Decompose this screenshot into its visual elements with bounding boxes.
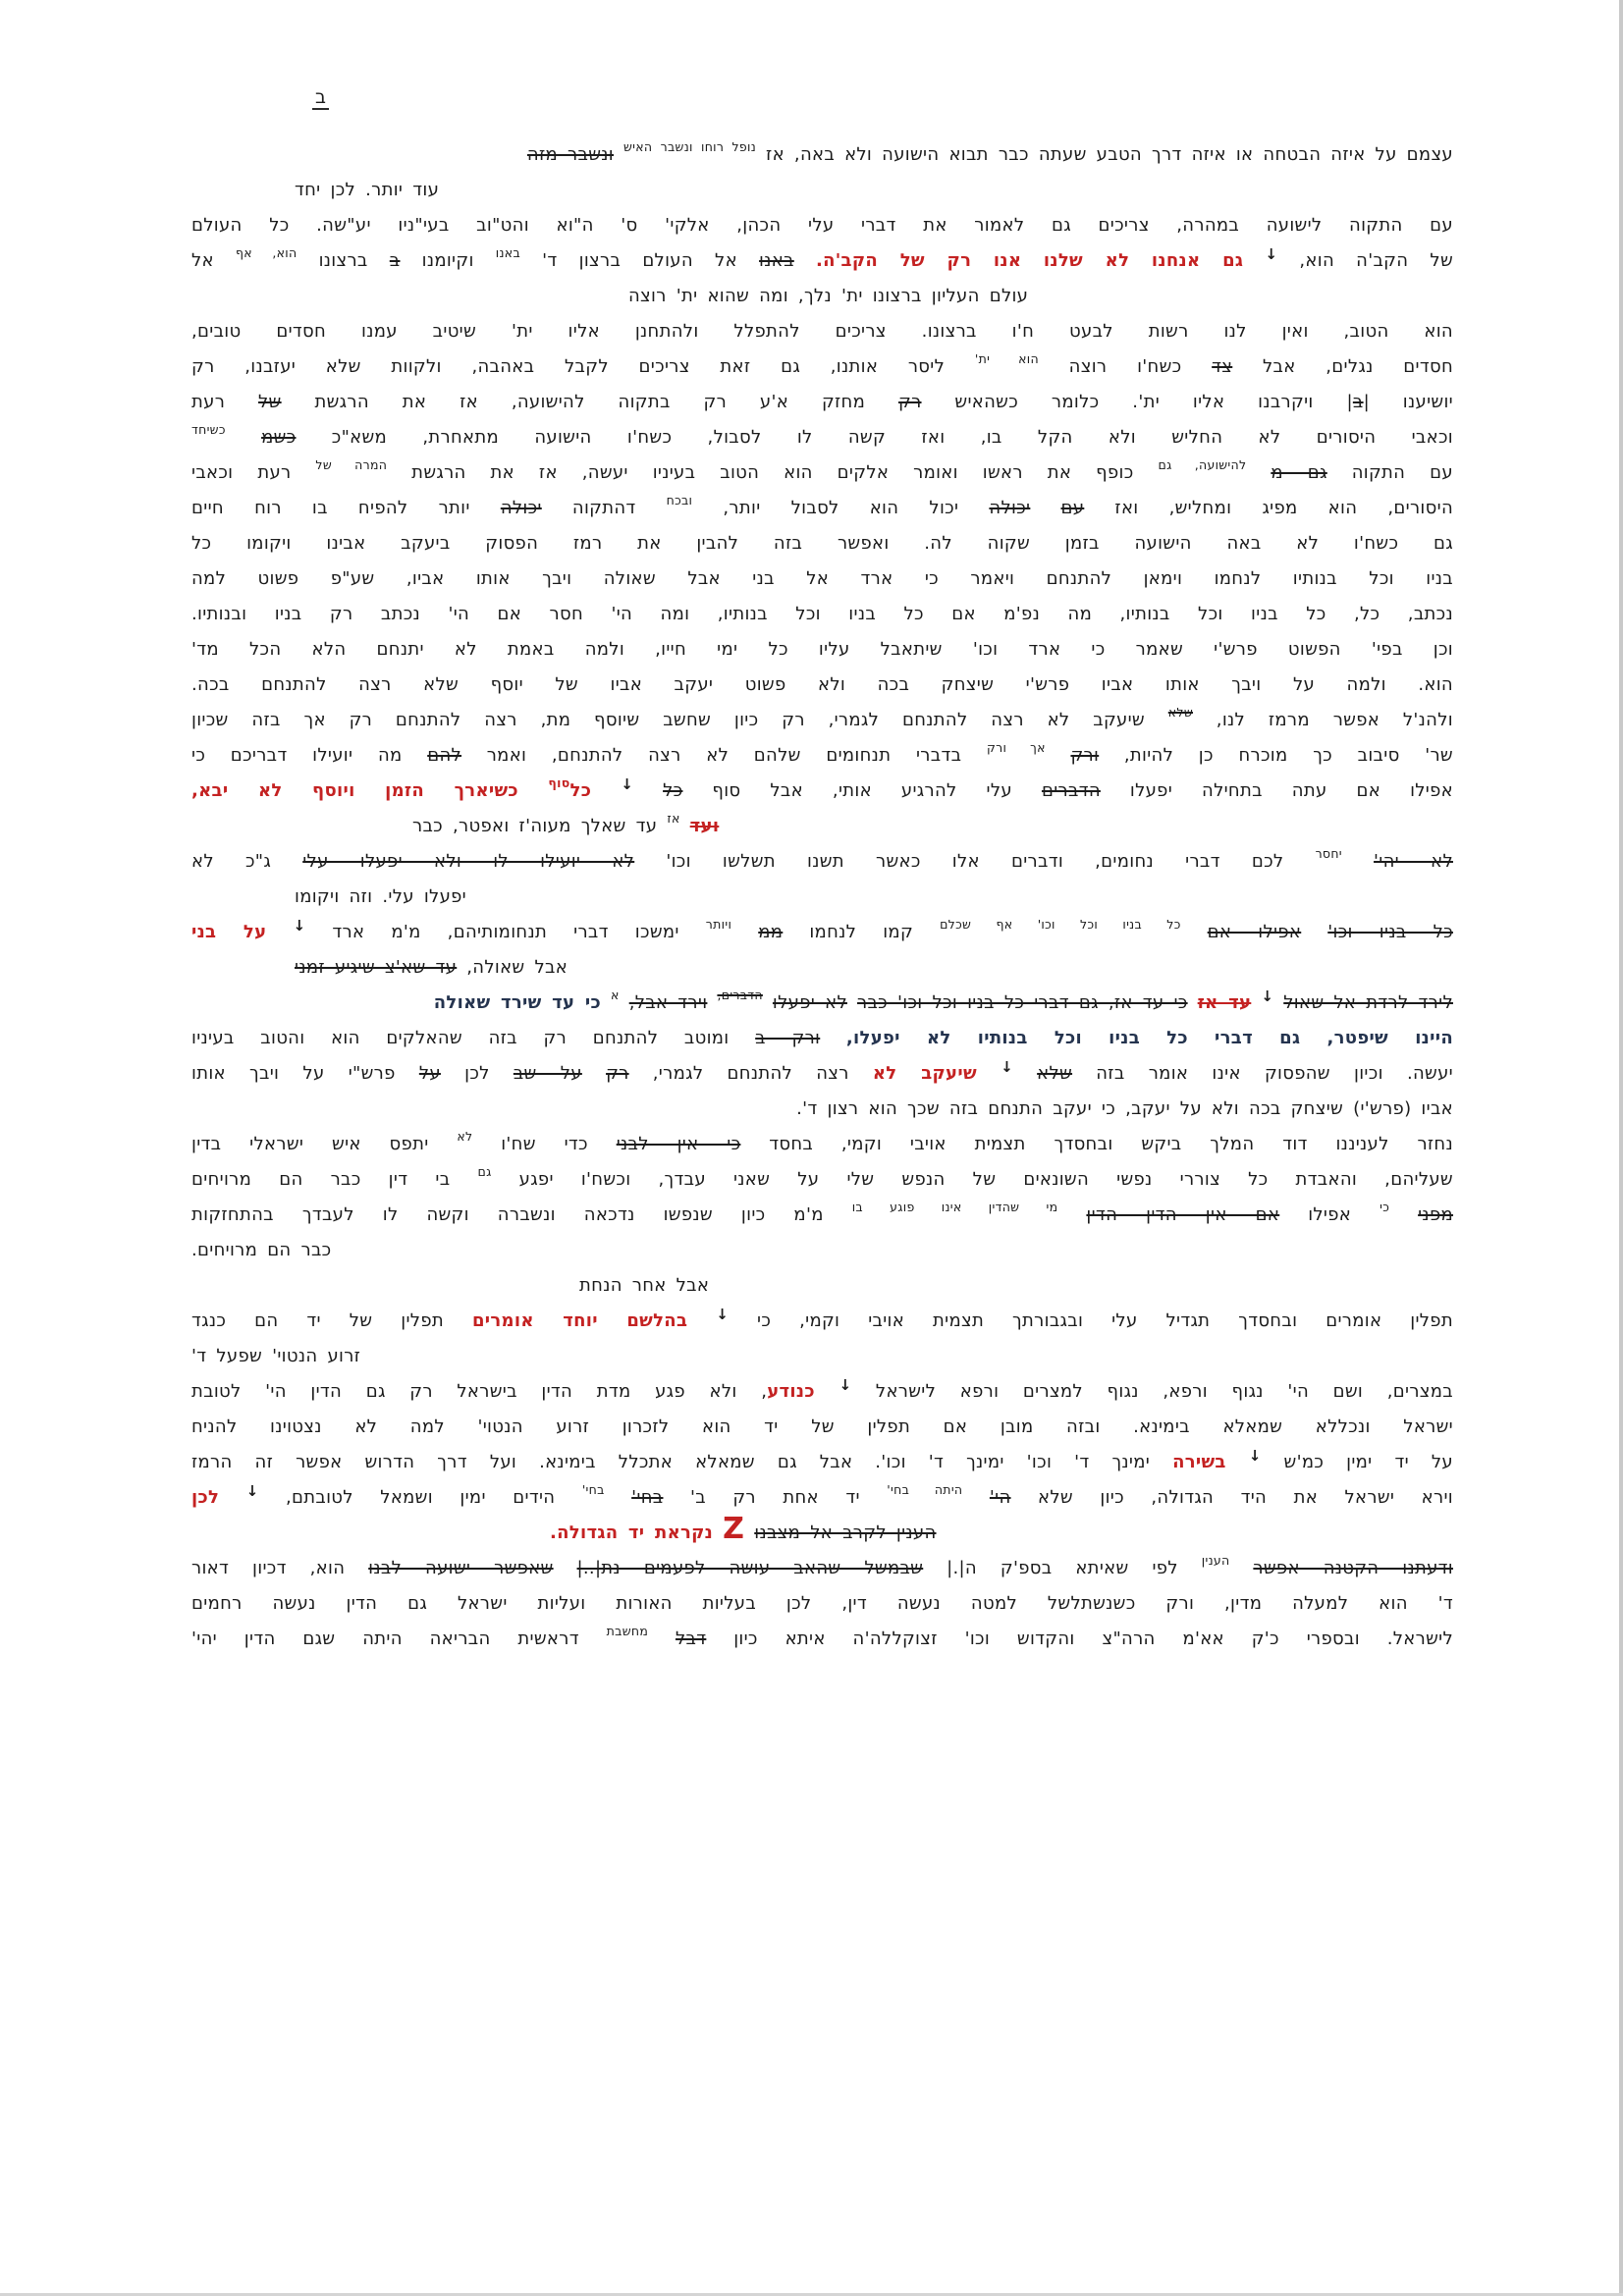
text-line: [191, 809, 1453, 844]
strikethrough-text: יכולה: [989, 498, 1031, 518]
strikethrough-text: הענין לקרב אל מצבנו: [754, 1522, 937, 1543]
text-line: [191, 385, 1453, 420]
typewritten-text: רצה להתנחם לגמרי,: [628, 1063, 873, 1084]
strikethrough-text: ב: [389, 250, 401, 271]
typewritten-text: יכול הוא לסבול יותר,: [692, 498, 990, 518]
red-correction: כשיארך הזמן ויוסף לא יבא,: [191, 780, 549, 801]
text-line: [191, 1410, 1453, 1445]
typewritten-text: [648, 1629, 676, 1649]
strikethrough-text: שבמשל שהאב עושה לפעמים נת|..|: [576, 1558, 924, 1578]
typewritten-text: בי דין כבר הם מרויחים: [191, 1169, 478, 1190]
strikethrough-text: ודעתנו הקטנה אפשר: [1253, 1558, 1454, 1578]
typewritten-text: עוד יותר. לכן יחד: [295, 180, 440, 200]
text-line: [191, 349, 1453, 385]
superscript-insertion: הדברים,: [717, 988, 763, 1002]
typewritten-text: אבל אחר הנחת: [579, 1275, 710, 1296]
text-line: [191, 1304, 1453, 1339]
typewritten-text: [1181, 922, 1208, 942]
superscript-insertion: גם: [477, 1164, 492, 1179]
typewritten-text: כשח'ו רוצה: [1038, 356, 1213, 377]
typewritten-text: כופף את ראשו ואומר אלקים הוא הטוב בעיניו יעשה, אז את הרגשת: [387, 462, 1159, 483]
typewritten-text: מה יועילו דבריכם כי: [191, 745, 428, 766]
strikethrough-text: של: [258, 392, 282, 412]
typewritten-text: שר' סיבוב כך מוכרח כן להיות,: [1099, 745, 1453, 766]
text-line: [191, 1127, 1453, 1162]
typewritten-text: הידים ימין ושמאל לטובתם,: [258, 1487, 582, 1508]
text-line: [191, 703, 1453, 738]
typewritten-text: [1013, 1063, 1037, 1084]
text-line: [191, 491, 1453, 526]
typewritten-text: יד אחת רק ב': [663, 1487, 888, 1508]
typewritten-text: הוא, דכיון דאור: [191, 1558, 369, 1578]
text-line: [191, 1586, 1453, 1622]
superscript-insertion: נופל רוחו ונשבר האיש: [623, 139, 757, 154]
strikethrough-text: הדברים: [1041, 780, 1101, 801]
text-line: [191, 526, 1453, 561]
strikethrough-text: כל בניו וכו': [1327, 922, 1453, 942]
text-line: [191, 632, 1453, 667]
strikethrough-text: מפני: [1418, 1204, 1454, 1225]
superscript-insertion: הוא ית': [974, 351, 1039, 366]
text-line: [191, 455, 1453, 491]
text-line: [191, 1339, 1453, 1374]
typewritten-text: תפלין של יד הם כנגד: [191, 1310, 472, 1331]
strikethrough-text: רק: [606, 1063, 629, 1084]
typewritten-text: [1301, 922, 1327, 942]
typewritten-text: מחזק א'ע רק בתקוה להישועה, אז את הרגשת: [281, 392, 898, 412]
strikethrough-text: לא יהי': [1374, 851, 1453, 872]
typewritten-text: אל: [191, 250, 236, 271]
typewritten-text: בדברי תנחומים שלהם לא רצה להתנחם, ואמר: [461, 745, 987, 766]
typewritten-text: אביו (פרש'י) שיצחק בכה ולא על יעקב, כי יעקב התנחם בזה שכך הוא רצון ד'.: [796, 1098, 1453, 1119]
strikethrough-text: בחי': [631, 1487, 664, 1508]
typewritten-text: [1389, 1204, 1418, 1225]
insertion-arrow-icon: ↓: [716, 1306, 730, 1323]
typewritten-text: זרוע הנטוי' שפעל ד': [191, 1346, 361, 1366]
superscript-insertion: אך ורק: [986, 740, 1046, 755]
typewritten-text: גם כשח'ו לא באה הישועה בזמן שקוה לה. ואפשר בזה להבין את רמז הפסוק ביעקב אבינו ויקומו כל: [191, 533, 1453, 554]
strikethrough-text: דבל: [675, 1629, 707, 1649]
typewritten-text: וכאבי היסורים לא החליש ולא הקל בו, ואז קשה לו לסבול, כשח'ו הישועה מתאחרת, משא"כ: [296, 427, 1453, 448]
typewritten-text: מ'מ כיון שנפשו נדכאה ונשברה וקשה לו לעבדך בהתחזקות: [191, 1204, 852, 1225]
typewritten-text: עולם העליון ברצונו ית' נלך, ומה שהוא ית' רוצה: [628, 286, 1029, 306]
superscript-insertion: כשיחד: [191, 422, 226, 437]
strikethrough-text: גם מ: [1271, 462, 1327, 483]
typewritten-text: ימינך ד' וכו' ימינך ד' וכו'. אבל גם שמאלא אתכלל בימינא. ועל דרך הדרוש אפשר זה הרמז: [191, 1452, 1173, 1472]
typewritten-text: | ויקרבנו אליו ית'. כלומר כשהאיש: [921, 392, 1353, 412]
strikethrough-text: יכולה: [500, 498, 542, 518]
text-line: [191, 1480, 1453, 1516]
typewritten-text: כדי שח'ו: [472, 1134, 617, 1154]
blue-correction: כי עד שירד שאולה: [433, 992, 601, 1013]
typewritten-text: וירא ישראל את היד הגדולה, כיון שלא: [1010, 1487, 1453, 1508]
typewritten-text: ומוטב להתנחם רק בזה שהאלקים הוא והטוב בעיניו: [191, 1028, 756, 1048]
typewritten-text: ליסר אותנו, גם זאת צריכים לקבל באהבה, ולקוות שלא יעזבנו, רק: [191, 356, 975, 377]
red-correction: שיעקב לא: [872, 1063, 977, 1084]
typewritten-text: חסדים נגלים, אבל: [1232, 356, 1454, 377]
scan-edge-shadow-right: [1619, 0, 1623, 2296]
typewritten-text: אל העולם ברצון ד': [520, 250, 760, 271]
typewritten-text: [1273, 992, 1283, 1013]
typewritten-text: לישראל. ובספרי כ'ק אא'מ הרה"צ והקדוש וכו' זצוקללה'ה איתא כיון: [706, 1629, 1454, 1649]
strikethrough-text: ונשבר מזה: [526, 144, 614, 165]
superscript-insertion: א: [611, 988, 620, 1002]
insertion-arrow-icon: ↓: [1265, 245, 1278, 263]
red-correction: לכן: [191, 1487, 220, 1508]
typewritten-text: אבל שאולה,: [457, 957, 568, 978]
typewritten-text: יתפס איש ישראלי בדין: [191, 1134, 458, 1154]
typewritten-text: [219, 1487, 245, 1508]
typewritten-text: אפילו: [1279, 1204, 1380, 1225]
strikethrough-text: ורק: [1070, 745, 1100, 766]
insertion-arrow-icon: ↓: [839, 1376, 852, 1394]
red-correction: גם אנחנו לא שלנו אנו רק של הקב'ה.: [815, 250, 1244, 271]
typewritten-text: קמו לנחמו: [783, 922, 941, 942]
text-line: [191, 137, 1453, 173]
typewritten-text: [1030, 498, 1060, 518]
strikethrough-text: רק: [898, 392, 922, 412]
strikethrough-text: כי עד אז, גם דברי כל בניו וכל וכו' כבר: [857, 992, 1188, 1013]
text-line: [191, 1374, 1453, 1410]
typewritten-text: במצרים, ושם הי' נגוף ורפא, נגוף למצרים ורפא לישראל: [851, 1381, 1453, 1402]
text-line: [191, 279, 1453, 314]
strikethrough-text: עד שא'צ שיגיע זמני: [295, 957, 458, 978]
document-body: [191, 137, 1453, 1657]
red-correction: נקראת יד הגדולה.: [550, 1522, 714, 1543]
typewritten-text: הוא הטוב, ואין לנו רשות לבעט ח'ו ברצונו. צריכים להתפלל ולהתחנן אליו ית' שיטיב עמנו חסדים טובים,: [191, 321, 1453, 342]
z-mark-icon: Z: [723, 1512, 745, 1546]
strikethrough-text: וירד אבל,: [628, 992, 708, 1013]
typewritten-text: ברצונו: [297, 250, 390, 271]
text-line: [191, 667, 1453, 703]
strikethrough-text: להם: [427, 745, 462, 766]
typewritten-text: [977, 1063, 1001, 1084]
typewritten-text: [1188, 992, 1198, 1013]
typewritten-text: [1246, 462, 1271, 483]
text-line: [191, 1056, 1453, 1092]
insertion-arrow-icon: ↓: [245, 1482, 259, 1500]
text-line: [191, 173, 1453, 208]
typewritten-text: יפעלו עלי. וזה ויקומו: [295, 886, 467, 907]
typewritten-text: [713, 1522, 723, 1543]
superscript-insertion: היתה בחי': [887, 1482, 963, 1497]
typewritten-text: שעליהם, והאבדת כל צוררי נפשי השונאים של הנפש שלי על שאני עבדך, וכשח'ו יפגע: [491, 1169, 1453, 1190]
superscript-insertion: מי שהדין אינו פוגע בו: [851, 1200, 1058, 1214]
text-line: [191, 1445, 1453, 1480]
red-correction: בהלשם יוחד אומרים: [471, 1310, 688, 1331]
typewritten-text: [1243, 250, 1265, 271]
superscript-insertion: כל בניו וכל וכו' אף שכלם: [940, 917, 1181, 932]
red-correction: בשירה: [1172, 1452, 1226, 1472]
strikethrough-text: הי': [989, 1487, 1011, 1508]
typewritten-text: דראשית הבריאה היתה שגם הדין יהי': [191, 1629, 607, 1649]
typewritten-text: רעת וכאבי: [191, 462, 316, 483]
text-line: [191, 950, 1453, 986]
typewritten-text: [680, 816, 690, 836]
typewritten-text: לכם דברי נחומים, ודברים אלו כאשר תשנו תשלשו וכו': [634, 851, 1316, 872]
typewritten-text: [620, 992, 629, 1013]
superscript-insertion: באנו: [495, 245, 520, 260]
strikethrough-text: ב: [1352, 392, 1364, 412]
insertion-arrow-icon: ↓: [621, 775, 634, 793]
superscript-insertion: המרה של: [315, 457, 388, 472]
typewritten-text: של הקב'ה הוא,: [1277, 250, 1453, 271]
superscript-insertion: הענין: [1201, 1553, 1230, 1568]
typewritten-text: וקיומנו: [400, 250, 496, 271]
strikethrough-text: לא יפעלו: [772, 992, 847, 1013]
typewritten-text: [266, 922, 293, 942]
text-line: [191, 1233, 1453, 1268]
text-line: [191, 915, 1453, 950]
typewritten-text: [1046, 745, 1071, 766]
typewritten-text: הוא. ולמה על ויבך אותו אביו פרש'י שיצחק בכה ולא פשוט יעקב אביו של יוסף שלא רצה להתנחם בכה.: [191, 674, 1453, 695]
strikethrough-text: שאפשר ישועה לבנו: [368, 1558, 554, 1578]
typewritten-text: נכתב, כל, כל בניו וכל בנותיו, מה נפ'מ אם כל בניו וכל בנותיו, ומה הי' חסר אם הי' נכתב רק בניו ובנותיו.: [191, 604, 1453, 624]
typewritten-text: ד' הוא למעלה מדין, ורק כשנשתלשל למטה נעשה דין, לכן בעליות האורות ועליות ישראל גם הדין נעשה רחמים: [191, 1593, 1453, 1614]
typewritten-text: ישראל ונכללא שמאלא בימינא. ובזה מובן אם תפלין של יד הוא לזכרון זרוע הנטוי' למה לא נצטוינו להניח: [191, 1416, 1453, 1437]
superscript-insertion: לא: [457, 1129, 473, 1144]
typewritten-text: ג"כ לא: [191, 851, 303, 872]
typewritten-text: [707, 992, 717, 1013]
text-line: [191, 420, 1453, 455]
blue-correction: היינו שיפטר, גם דברי כל בניו וכל בנותיו לא יפעלו,: [845, 1028, 1454, 1048]
typewritten-text: כבר הם מרויחים.: [191, 1240, 332, 1260]
strikethrough-text: ורק ב: [755, 1028, 821, 1048]
strikethrough-text: שלא: [1037, 1063, 1073, 1084]
superscript-insertion: יחסר: [1315, 846, 1342, 861]
text-line: [191, 208, 1453, 243]
text-line: [191, 597, 1453, 632]
strikethrough-text: אם אין הדין הדין: [1086, 1204, 1280, 1225]
superscript-insertion: מחשבת: [606, 1624, 649, 1638]
typewritten-text: [1057, 1204, 1086, 1225]
typewritten-text: דהתקוה: [541, 498, 667, 518]
superscript-insertion: הוא, אף: [236, 245, 298, 260]
insertion-arrow-icon: ↓: [293, 917, 306, 934]
superscript-insertion: סוף: [548, 775, 570, 790]
text-line: [191, 774, 1453, 809]
strikethrough-text: עם: [1060, 498, 1085, 518]
typewritten-text: יעשה. וכיון שהפסוק אינו אומר בזה: [1072, 1063, 1453, 1084]
text-line: [191, 1021, 1453, 1056]
text-line: [191, 1268, 1453, 1304]
typewritten-text: [633, 780, 663, 801]
text-line: [191, 986, 1453, 1021]
typewritten-text: [605, 1487, 631, 1508]
superscript-insertion: בחי': [581, 1482, 605, 1497]
typewritten-text: [591, 780, 621, 801]
superscript-insertion: שלא: [1167, 705, 1193, 720]
typewritten-text: עד שאלך מעוה'ז ואפטר, כבר: [412, 816, 668, 836]
typewritten-text: בניו וכל בנותיו לנחמו וימאן להתנחם ויאמר כי ארד אל בני אבל שאולה ויבך אותו אביו, שע"פ פשוט למה: [191, 568, 1453, 589]
text-line: [191, 314, 1453, 349]
typewritten-text: [554, 1558, 577, 1578]
typewritten-text: [1226, 1452, 1249, 1472]
typewritten-text: וכן בפי' הפשוט פרש'י שאמר כי ארד וכו' שיתאבל עליו כל ימי חייו, ולמה באמת לא יתנחם הלא הכל מד': [191, 639, 1453, 660]
typewritten-text: ימשכו דברי תנחומותיהם, מ'מ ארד: [305, 922, 706, 942]
typewritten-text: [582, 1063, 606, 1084]
text-line: [191, 243, 1453, 279]
strikethrough-text: על שב: [513, 1063, 582, 1084]
strikethrough-text: עד אז: [1197, 992, 1252, 1013]
text-line: [191, 1092, 1453, 1127]
typewritten-text: [687, 1310, 716, 1331]
typewritten-text: [1229, 1558, 1253, 1578]
typewritten-text: [744, 1522, 754, 1543]
superscript-insertion: אז: [667, 811, 680, 826]
typewritten-text: נחזר לעניננו דוד המלך ביקש ובחסדך תצמית אויבי וקמי, בחסד: [740, 1134, 1454, 1154]
typewritten-text: לכן: [440, 1063, 514, 1084]
typewritten-text: [820, 1028, 846, 1048]
text-line: [191, 1198, 1453, 1233]
typewritten-text: [794, 250, 816, 271]
strikethrough-text: ממ: [758, 922, 784, 942]
red-correction: כל: [569, 780, 592, 801]
superscript-insertion: כי: [1380, 1200, 1390, 1214]
text-line: [191, 738, 1453, 774]
typewritten-text: [1251, 992, 1261, 1013]
typewritten-text: [601, 992, 611, 1013]
typewritten-text: [847, 992, 857, 1013]
strikethrough-text: כשמ: [261, 427, 297, 448]
strikethrough-text: באנו: [759, 250, 794, 271]
typewritten-text: [962, 1487, 989, 1508]
text-line: [191, 1162, 1453, 1198]
red-correction: כנודע: [767, 1381, 815, 1402]
typewritten-text: אפילו אם עתה בתחילה יפעלו: [1100, 780, 1454, 801]
strikethrough-text: על: [418, 1063, 441, 1084]
text-line: [191, 844, 1453, 880]
strikethrough-text: כל: [663, 780, 683, 801]
strikethrough-text: אפילו אם: [1207, 922, 1302, 942]
typewritten-text: עם התקוה לישועה במהרה, צריכים גם לאמור את דברי עלי הכהן, אלקי' ס' ה"וא והט"וב בעי"ניו יע"שה. כל העולם: [191, 215, 1453, 236]
page-number: ב: [312, 86, 329, 110]
typewritten-text: על יד ימין כמ'ש: [1261, 1452, 1453, 1472]
text-line: [191, 561, 1453, 597]
typewritten-text: ולהנ'ל אפשר מרמז לנו,: [1193, 710, 1453, 730]
typewritten-text: [731, 922, 758, 942]
insertion-arrow-icon: ↓: [1248, 1447, 1262, 1465]
strikethrough-text: לירד לרדת אל שאול: [1283, 992, 1453, 1013]
typewritten-text: תפלין אומרים ובחסדך תגדיל עלי ובגבורתך תצמית אויבי וקמי, כי: [729, 1310, 1453, 1331]
typewritten-text: עם התקוה: [1326, 462, 1453, 483]
superscript-insertion: להישועה, גם: [1158, 457, 1247, 472]
insertion-arrow-icon: ↓: [1261, 988, 1274, 1005]
insertion-arrow-icon: ↓: [1001, 1058, 1013, 1076]
strikethrough-text: ועד: [689, 816, 720, 836]
typewritten-text: היסורים, הוא מפיג ומחליש, ואז: [1084, 498, 1454, 518]
typewritten-text: יותר להפיח בו רוח חיים: [191, 498, 501, 518]
typewritten-text: לפי שאיתא בספ'ק ה|.|: [923, 1558, 1202, 1578]
typewritten-text: [226, 427, 261, 448]
strikethrough-text: כי אין לבני: [616, 1134, 741, 1154]
typewritten-text: שיעקב לא רצה להתנחם לגמרי, רק כיון שחשב שיוסף מת, רצה להתנחם רק אך בזה שכיון: [191, 710, 1168, 730]
text-line: [191, 1622, 1453, 1657]
typewritten-text: רעת: [191, 392, 259, 412]
typewritten-text: עצמם על איזה הבטחה או איזה דרך הטבע שעתה כבר תבוא הישועה ולא באה, אז: [756, 144, 1453, 165]
typewritten-text: [1342, 851, 1374, 872]
typewritten-text: , ולא פגע מדת הדין בישראל רק גם הדין הי' לטובת: [191, 1381, 768, 1402]
typewritten-text: עלי להרגיע אותי, אבל סוף: [682, 780, 1042, 801]
typewritten-text: [815, 1381, 839, 1402]
red-correction: על בני: [191, 922, 267, 942]
text-line: [191, 1512, 1453, 1551]
typewritten-text: יושיענו |: [1363, 392, 1453, 412]
text-line: [191, 880, 1453, 915]
typewritten-text: [763, 992, 773, 1013]
text-line: [191, 1551, 1453, 1586]
strikethrough-text: צד: [1212, 356, 1233, 377]
typewritten-text: [614, 144, 623, 165]
superscript-insertion: ויותר: [705, 917, 732, 932]
typewritten-text: פרש"י על ויבך אותו: [191, 1063, 419, 1084]
strikethrough-text: לא יועילו לו ולא יפעלו עלי: [302, 851, 635, 872]
superscript-insertion: ובכח: [666, 493, 693, 507]
